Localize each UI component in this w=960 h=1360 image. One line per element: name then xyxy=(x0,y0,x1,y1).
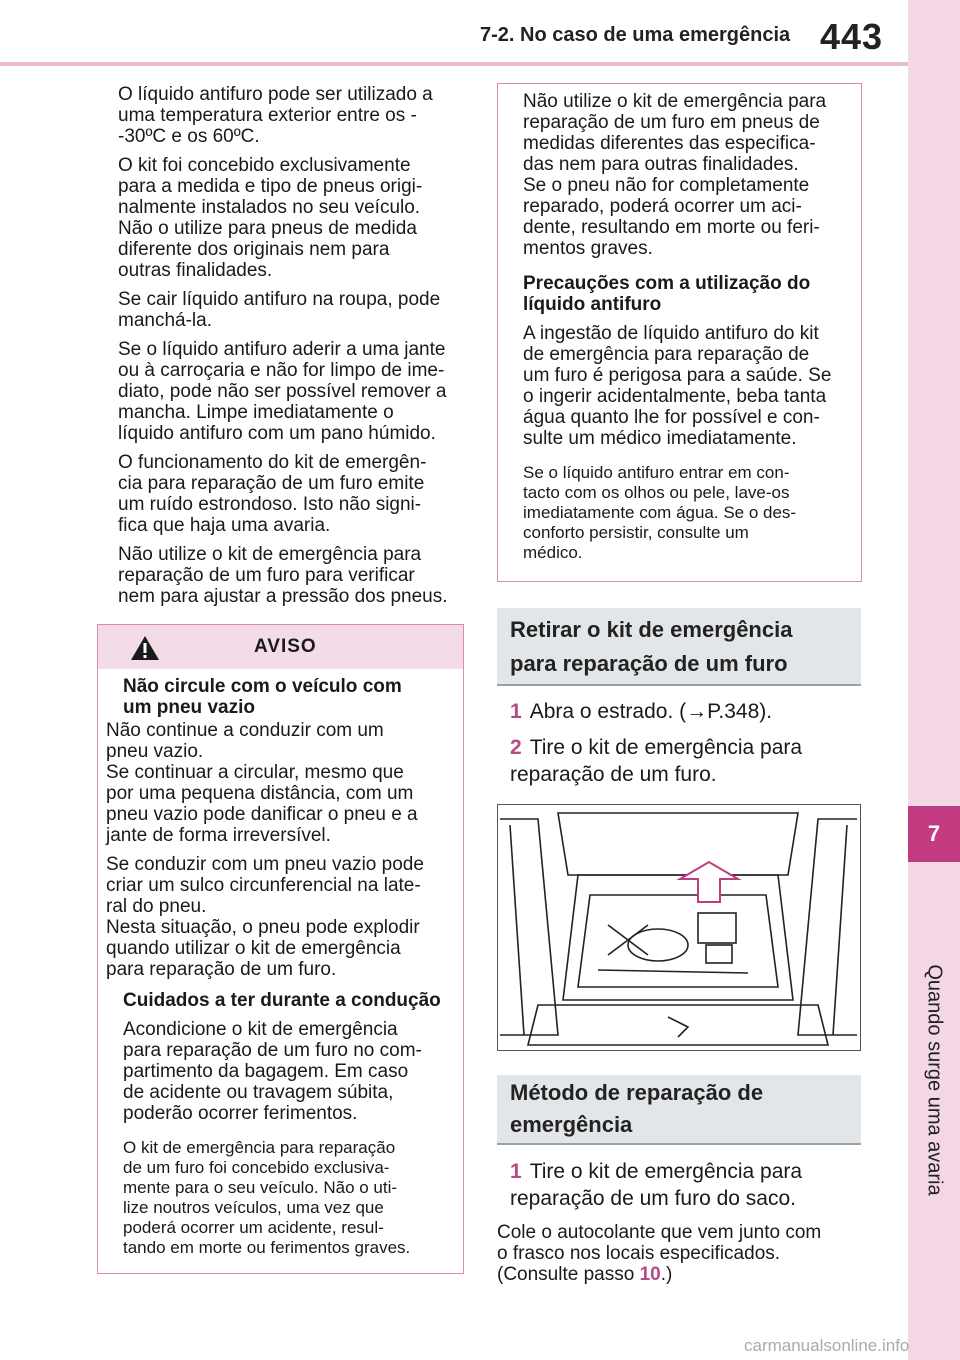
page-number: 443 xyxy=(820,16,884,57)
step-number: 1 xyxy=(510,700,522,723)
trunk-kit-drawing xyxy=(498,805,859,1049)
step-item xyxy=(510,698,850,725)
paragraph: Se cair líquido antifuro na roupa, pode manchá-la. xyxy=(118,289,441,331)
header-divider xyxy=(0,62,908,66)
chapter-number: 7 xyxy=(908,806,960,862)
warning-triangle-icon xyxy=(130,635,160,661)
step-item xyxy=(510,734,850,788)
warning-heading: Precauções com a utilização do líquido antifuro xyxy=(523,273,811,315)
section-heading xyxy=(497,608,861,686)
warning-label: AVISO xyxy=(254,636,317,657)
warning-text: Não utilize o kit de emergência para reparação de um furo em pneus de medidas diferentes das especifica- das nem para outras finalidades. Se o pneu não for completamente reparado, poderá ocorrer um aci- dente, resultando em morte ou feri- mentos graves. xyxy=(523,91,827,259)
paragraph: O líquido antifuro pode ser utilizado a uma temperatura exterior entre os - -30ºC e os 60ºC. xyxy=(118,84,433,147)
section-heading xyxy=(497,1075,861,1145)
note-suffix: .) xyxy=(660,1264,673,1285)
section-title: Retirar o kit de emergência para reparação de um furo xyxy=(510,617,793,676)
chapter-label: Quando surge uma avaria xyxy=(923,964,946,1196)
section-title: 7-2. No caso de uma emergência xyxy=(480,24,791,46)
step-text: Tire o kit de emergência para reparação de um furo do saco. xyxy=(510,1160,803,1210)
warning-text: Não continue a conduzir com um pneu vazio. Se continuar a circular, mesmo que por uma pequena distância, com um pneu vazio pode danificar o pneu e a jante de forma irreversível. xyxy=(106,720,418,846)
warning-box-continued xyxy=(497,83,862,582)
paragraph: O funcionamento do kit de emergên- cia para reparação de um furo emite um ruído estrondoso. Isto não signi- fica que haja uma avaria. xyxy=(118,452,427,536)
warning-text: O kit de emergência para reparação de um furo foi concebido exclusiva- mente para o seu veículo. Não o uti- lize noutros veículos, uma vez que poderá ocorrer um acidente, resul- tando em morte ou ferimentos graves. xyxy=(123,1138,411,1257)
section-title: Método de reparação de emergência xyxy=(510,1080,764,1137)
paragraph: Não utilize o kit de emergência para reparação de um furo para verificar nem para ajustar a pressão dos pneus. xyxy=(118,544,448,607)
left-column xyxy=(118,84,464,615)
step-number: 1 xyxy=(510,1160,522,1183)
step-number: 2 xyxy=(510,736,522,759)
paragraph: O kit foi concebido exclusivamente para a medida e tipo de pneus origi- nalmente instalados no seu veículo. Não o utilize para pneus de medida diferente dos originais nem para outras finalidades. xyxy=(118,155,423,281)
paragraph: Se o líquido antifuro aderir a uma jante ou à carroçaria e não for limpo de ime- diato, pode não ser possível remover a mancha. Limpe imediatamente o líquido antifuro com um pano húmido. xyxy=(118,339,447,444)
step-reference: 10 xyxy=(639,1264,661,1285)
warning-text: Acondicione o kit de emergência para reparação de um furo no com- partimento da bagagem. Em caso de acidente ou travagem súbita, poderão ocorrer ferimentos. xyxy=(123,1019,422,1124)
warning-text: Se o líquido antifuro entrar em con- tacto com os olhos ou pele, lave-os imediatamente com água. Se o des- conforto persistir, consulte um médico. xyxy=(523,463,797,562)
step-text: Abra o estrado. (→P.348). xyxy=(529,700,773,723)
warning-box xyxy=(97,624,464,1274)
watermark: carmanualsonline.info xyxy=(744,1336,910,1355)
step-item xyxy=(510,1158,850,1212)
warning-heading: Cuidados a ter durante a condução xyxy=(123,990,441,1011)
note-text xyxy=(497,1222,857,1285)
warning-text: Se conduzir com um pneu vazio pode criar um sulco circunferencial na late- ral do pneu. Nesta situação, o pneu pode explodir quando utilizar o kit de emergência para reparação de um furo. xyxy=(106,854,424,980)
warning-heading: Não circule com o veículo com um pneu vazio xyxy=(123,676,402,718)
warning-header xyxy=(98,625,463,669)
note-prefix: Cole o autocolante que vem junto com o frasco nos locais especificados. (Consulte passo xyxy=(497,1222,822,1285)
step-text: Tire o kit de emergência para reparação de um furo. xyxy=(510,736,803,786)
trunk-illustration xyxy=(497,804,861,1051)
warning-text: A ingestão de líquido antifuro do kit de emergência para reparação de um furo é perigosa para a saúde. Se o ingerir acidentalmente, beba tanta água quanto lhe for possível e con- sulte um médico imediatamente. xyxy=(523,323,832,449)
